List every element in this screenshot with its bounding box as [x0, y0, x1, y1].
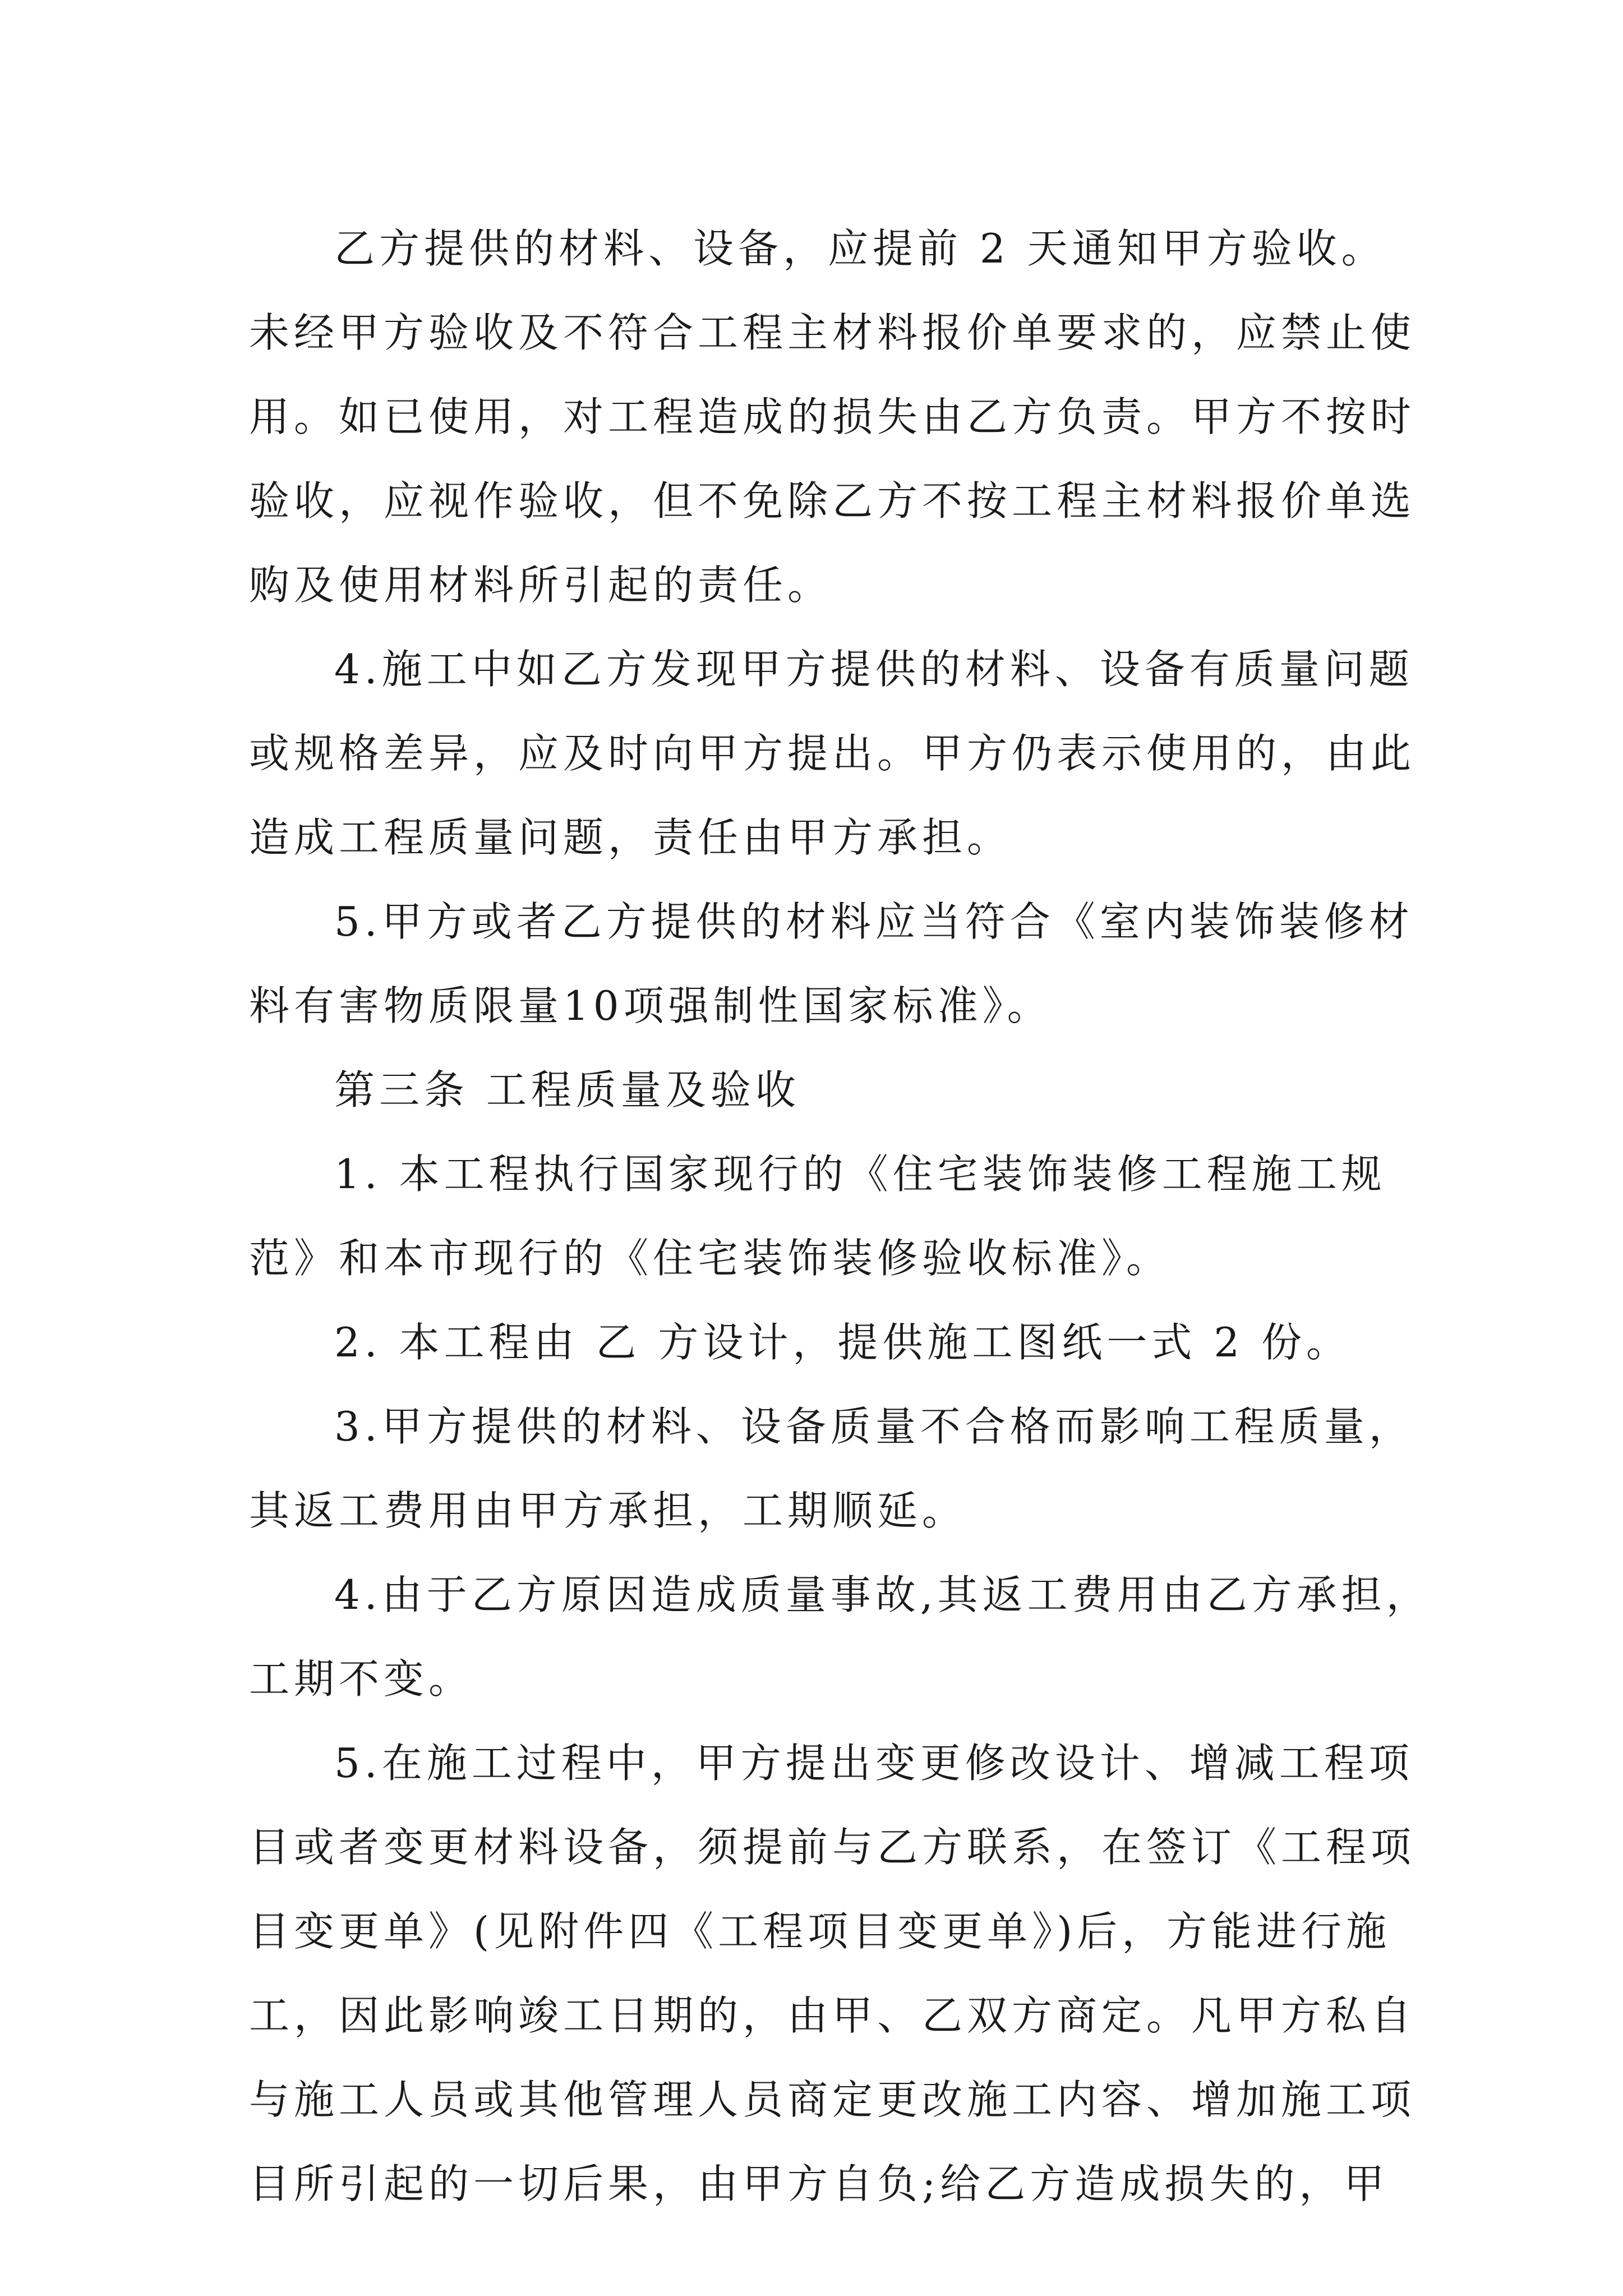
- text-line: 购及使用材料所引起的责任。: [249, 562, 833, 609]
- text-line: 其返工费用由甲方承担，工期顺延。: [249, 1487, 967, 1534]
- text-line: 料有害物质限量10项强制性国家标准》。: [249, 982, 1052, 1029]
- contract-body-text: [249, 206, 1431, 2226]
- text-line: 1. 本工程执行国家现行的《住宅装饰装修工程施工规: [334, 1151, 1386, 1198]
- text-line: 2. 本工程由 乙 方设计，提供施工图纸一式 2 份。: [334, 1319, 1351, 1366]
- text-line: 5.甲方或者乙方提供的材料应当符合《室内装饰装修材: [334, 898, 1414, 945]
- text-line: 造成工程质量问题，责任由甲方承担。: [249, 814, 1012, 861]
- text-line: 与施工人员或其他管理人员商定更改施工内容、增加施工项: [249, 2076, 1416, 2123]
- text-line: 目或者变更材料设备，须提前与乙方联系，在签订《工程项: [249, 1824, 1416, 1871]
- text-line: 工，因此影响竣工日期的，由甲、乙双方商定。凡甲方私自: [249, 1992, 1416, 2039]
- text-line: 或规格差异，应及时向甲方提出。甲方仍表示使用的，由此: [249, 730, 1416, 777]
- text-line: 用。如已使用，对工程造成的损失由乙方负责。甲方不按时: [249, 393, 1416, 440]
- section-heading: 第三条 工程质量及验收: [334, 1066, 800, 1114]
- text-line: 5.在施工过程中，甲方提出变更修改设计、增减工程项: [334, 1740, 1414, 1787]
- text-line: 目变更单》(见附件四《工程项目变更单》)后，方能进行施: [249, 1908, 1391, 1955]
- text-line: 3.甲方提供的材料、设备质量不合格而影响工程质量，: [334, 1403, 1414, 1450]
- text-line: 未经甲方验收及不符合工程主材料报价单要求的，应禁止使: [249, 309, 1416, 356]
- text-line: 目所引起的一切后果，由甲方自负;给乙方造成损失的，甲: [249, 2160, 1389, 2207]
- text-line: 验收，应视作验收，但不免除乙方不按工程主材料报价单选: [249, 477, 1416, 524]
- text-line: 范》和本市现行的《住宅装饰装修验收标准》。: [249, 1235, 1172, 1282]
- text-line: 4.施工中如乙方发现甲方提供的材料、设备有质量问题: [334, 646, 1414, 693]
- text-line: 工期不变。: [249, 1655, 474, 1703]
- text-line: 4.由于乙方原因造成质量事故,其返工费用由乙方承担，: [334, 1571, 1431, 1618]
- text-line: 乙方提供的材料、设备，应提前 2 天通知甲方验收。: [334, 225, 1386, 272]
